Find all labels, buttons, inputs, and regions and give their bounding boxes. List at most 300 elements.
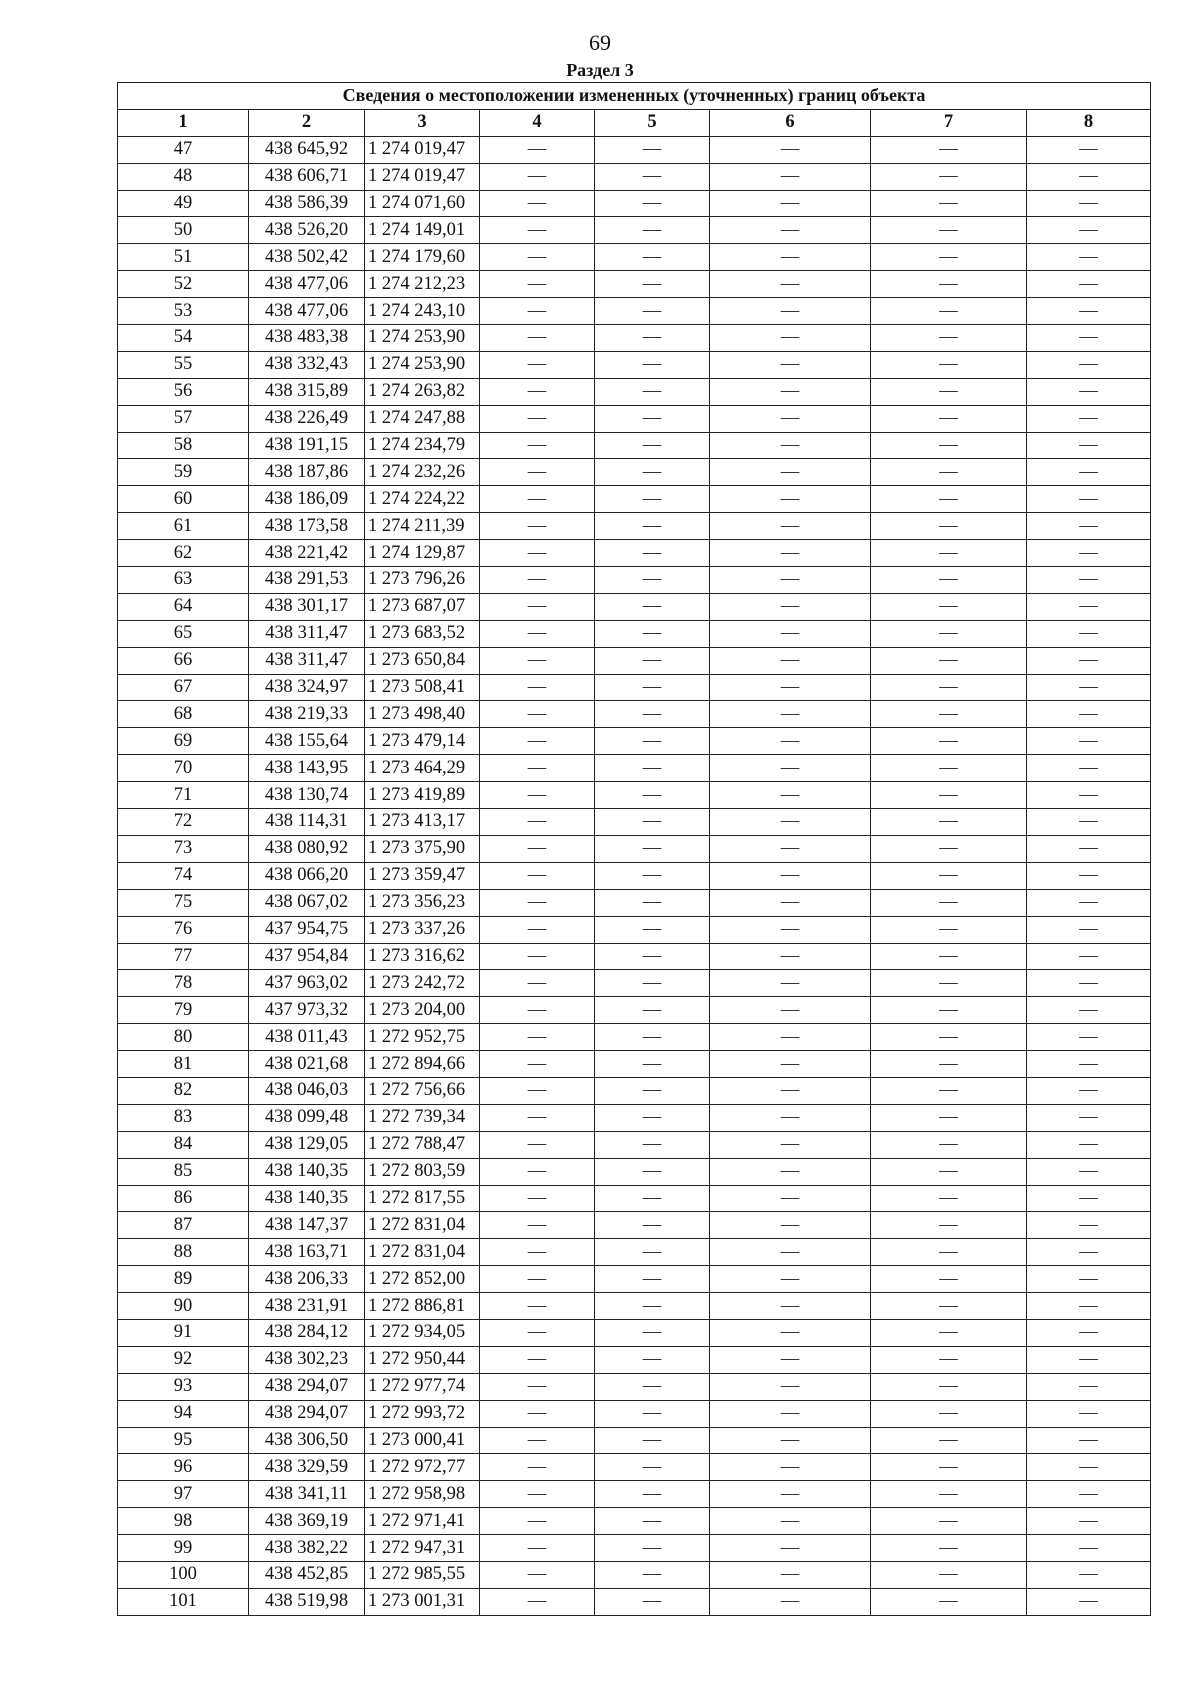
x-coordinate-cell: 438 219,33 (249, 701, 365, 728)
empty-dash-cell: — (871, 593, 1027, 620)
point-number-cell: 82 (118, 1077, 249, 1104)
empty-dash-cell: — (710, 1266, 871, 1293)
column-header-1: 1 (118, 109, 249, 136)
empty-dash-cell: — (480, 1427, 595, 1454)
point-number-cell: 100 (118, 1561, 249, 1588)
empty-dash-cell: — (871, 1319, 1027, 1346)
y-coordinate-cell: 1 272 985,55 (365, 1561, 480, 1588)
empty-dash-cell: — (595, 593, 710, 620)
table-row (118, 1077, 1151, 1104)
empty-dash-cell: — (710, 701, 871, 728)
empty-dash-cell: — (710, 1588, 871, 1615)
x-coordinate-cell: 438 067,02 (249, 889, 365, 916)
x-coordinate-cell: 438 526,20 (249, 217, 365, 244)
empty-dash-cell: — (480, 190, 595, 217)
x-coordinate-cell: 438 606,71 (249, 163, 365, 190)
table-row (118, 567, 1151, 594)
x-coordinate-cell: 438 341,11 (249, 1481, 365, 1508)
empty-dash-cell: — (595, 567, 710, 594)
empty-dash-cell: — (1027, 190, 1151, 217)
empty-dash-cell: — (710, 916, 871, 943)
empty-dash-cell: — (480, 567, 595, 594)
empty-dash-cell: — (1027, 1427, 1151, 1454)
point-number-cell: 99 (118, 1535, 249, 1562)
table-row (118, 1319, 1151, 1346)
x-coordinate-cell: 438 046,03 (249, 1077, 365, 1104)
column-header-6: 6 (710, 109, 871, 136)
y-coordinate-cell: 1 272 958,98 (365, 1481, 480, 1508)
empty-dash-cell: — (710, 432, 871, 459)
table-row (118, 432, 1151, 459)
empty-dash-cell: — (710, 1212, 871, 1239)
table-row (118, 674, 1151, 701)
empty-dash-cell: — (1027, 782, 1151, 809)
y-coordinate-cell: 1 274 149,01 (365, 217, 480, 244)
empty-dash-cell: — (480, 1400, 595, 1427)
table-row (118, 916, 1151, 943)
empty-dash-cell: — (710, 755, 871, 782)
empty-dash-cell: — (1027, 1454, 1151, 1481)
empty-dash-cell: — (1027, 1104, 1151, 1131)
empty-dash-cell: — (710, 217, 871, 244)
y-coordinate-cell: 1 273 650,84 (365, 647, 480, 674)
empty-dash-cell: — (595, 217, 710, 244)
empty-dash-cell: — (871, 136, 1027, 163)
empty-dash-cell: — (595, 970, 710, 997)
empty-dash-cell: — (710, 782, 871, 809)
column-header-5: 5 (595, 109, 710, 136)
y-coordinate-cell: 1 274 211,39 (365, 513, 480, 540)
table-row (118, 351, 1151, 378)
empty-dash-cell: — (480, 540, 595, 567)
empty-dash-cell: — (871, 298, 1027, 325)
y-coordinate-cell: 1 273 687,07 (365, 593, 480, 620)
x-coordinate-cell: 438 645,92 (249, 136, 365, 163)
empty-dash-cell: — (595, 916, 710, 943)
y-coordinate-cell: 1 274 019,47 (365, 136, 480, 163)
empty-dash-cell: — (871, 997, 1027, 1024)
empty-dash-cell: — (595, 298, 710, 325)
empty-dash-cell: — (871, 244, 1027, 271)
table-row (118, 835, 1151, 862)
table-row (118, 809, 1151, 836)
y-coordinate-cell: 1 273 316,62 (365, 943, 480, 970)
point-number-cell: 89 (118, 1266, 249, 1293)
empty-dash-cell: — (480, 1454, 595, 1481)
empty-dash-cell: — (1027, 271, 1151, 298)
x-coordinate-cell: 438 302,23 (249, 1346, 365, 1373)
empty-dash-cell: — (480, 1185, 595, 1212)
point-number-cell: 51 (118, 244, 249, 271)
table-row (118, 1266, 1151, 1293)
empty-dash-cell: — (871, 1077, 1027, 1104)
empty-dash-cell: — (871, 620, 1027, 647)
empty-dash-cell: — (595, 1266, 710, 1293)
table-row (118, 1454, 1151, 1481)
x-coordinate-cell: 438 311,47 (249, 620, 365, 647)
empty-dash-cell: — (480, 486, 595, 513)
empty-dash-cell: — (871, 1212, 1027, 1239)
empty-dash-cell: — (871, 728, 1027, 755)
empty-dash-cell: — (595, 1024, 710, 1051)
empty-dash-cell: — (710, 486, 871, 513)
empty-dash-cell: — (595, 647, 710, 674)
empty-dash-cell: — (480, 378, 595, 405)
empty-dash-cell: — (480, 298, 595, 325)
empty-dash-cell: — (1027, 943, 1151, 970)
table-row (118, 1481, 1151, 1508)
empty-dash-cell: — (595, 1508, 710, 1535)
x-coordinate-cell: 438 011,43 (249, 1024, 365, 1051)
empty-dash-cell: — (710, 298, 871, 325)
table-row (118, 728, 1151, 755)
empty-dash-cell: — (1027, 674, 1151, 701)
y-coordinate-cell: 1 274 243,10 (365, 298, 480, 325)
empty-dash-cell: — (480, 943, 595, 970)
y-coordinate-cell: 1 273 419,89 (365, 782, 480, 809)
empty-dash-cell: — (595, 513, 710, 540)
empty-dash-cell: — (710, 1077, 871, 1104)
empty-dash-cell: — (480, 593, 595, 620)
empty-dash-cell: — (595, 1319, 710, 1346)
empty-dash-cell: — (480, 889, 595, 916)
empty-dash-cell: — (710, 351, 871, 378)
y-coordinate-cell: 1 273 242,72 (365, 970, 480, 997)
y-coordinate-cell: 1 272 788,47 (365, 1131, 480, 1158)
y-coordinate-cell: 1 272 739,34 (365, 1104, 480, 1131)
empty-dash-cell: — (871, 889, 1027, 916)
x-coordinate-cell: 437 963,02 (249, 970, 365, 997)
x-coordinate-cell: 438 301,17 (249, 593, 365, 620)
empty-dash-cell: — (480, 674, 595, 701)
y-coordinate-cell: 1 272 852,00 (365, 1266, 480, 1293)
empty-dash-cell: — (1027, 1158, 1151, 1185)
empty-dash-cell: — (1027, 136, 1151, 163)
empty-dash-cell: — (1027, 835, 1151, 862)
empty-dash-cell: — (710, 190, 871, 217)
point-number-cell: 47 (118, 136, 249, 163)
empty-dash-cell: — (1027, 244, 1151, 271)
empty-dash-cell: — (871, 1293, 1027, 1320)
point-number-cell: 48 (118, 163, 249, 190)
empty-dash-cell: — (871, 1481, 1027, 1508)
empty-dash-cell: — (595, 244, 710, 271)
empty-dash-cell: — (710, 567, 871, 594)
table-caption-row (118, 83, 1151, 110)
coordinates-table (117, 82, 1151, 1616)
table-row (118, 889, 1151, 916)
empty-dash-cell: — (595, 728, 710, 755)
point-number-cell: 77 (118, 943, 249, 970)
empty-dash-cell: — (1027, 728, 1151, 755)
empty-dash-cell: — (710, 1535, 871, 1562)
empty-dash-cell: — (595, 755, 710, 782)
table-row (118, 190, 1151, 217)
empty-dash-cell: — (710, 1454, 871, 1481)
point-number-cell: 76 (118, 916, 249, 943)
empty-dash-cell: — (710, 513, 871, 540)
x-coordinate-cell: 438 130,74 (249, 782, 365, 809)
x-coordinate-cell: 438 294,07 (249, 1373, 365, 1400)
empty-dash-cell: — (595, 1373, 710, 1400)
table-row (118, 970, 1151, 997)
empty-dash-cell: — (1027, 1319, 1151, 1346)
empty-dash-cell: — (710, 970, 871, 997)
empty-dash-cell: — (595, 540, 710, 567)
empty-dash-cell: — (710, 405, 871, 432)
empty-dash-cell: — (710, 862, 871, 889)
empty-dash-cell: — (871, 647, 1027, 674)
empty-dash-cell: — (871, 378, 1027, 405)
table-row (118, 1588, 1151, 1615)
point-number-cell: 88 (118, 1239, 249, 1266)
x-coordinate-cell: 438 021,68 (249, 1051, 365, 1078)
empty-dash-cell: — (1027, 620, 1151, 647)
empty-dash-cell: — (480, 513, 595, 540)
point-number-cell: 97 (118, 1481, 249, 1508)
empty-dash-cell: — (595, 1561, 710, 1588)
empty-dash-cell: — (595, 862, 710, 889)
empty-dash-cell: — (1027, 567, 1151, 594)
empty-dash-cell: — (1027, 647, 1151, 674)
empty-dash-cell: — (595, 163, 710, 190)
empty-dash-cell: — (595, 1427, 710, 1454)
y-coordinate-cell: 1 273 001,31 (365, 1588, 480, 1615)
empty-dash-cell: — (595, 190, 710, 217)
point-number-cell: 93 (118, 1373, 249, 1400)
point-number-cell: 92 (118, 1346, 249, 1373)
point-number-cell: 66 (118, 647, 249, 674)
y-coordinate-cell: 1 273 464,29 (365, 755, 480, 782)
empty-dash-cell: — (710, 889, 871, 916)
table-row (118, 1158, 1151, 1185)
empty-dash-cell: — (1027, 916, 1151, 943)
x-coordinate-cell: 438 140,35 (249, 1158, 365, 1185)
x-coordinate-cell: 438 129,05 (249, 1131, 365, 1158)
x-coordinate-cell: 438 206,33 (249, 1266, 365, 1293)
empty-dash-cell: — (710, 1373, 871, 1400)
empty-dash-cell: — (710, 728, 871, 755)
empty-dash-cell: — (710, 809, 871, 836)
table-row (118, 862, 1151, 889)
empty-dash-cell: — (871, 567, 1027, 594)
table-row (118, 755, 1151, 782)
column-header-3: 3 (365, 109, 480, 136)
empty-dash-cell: — (871, 1535, 1027, 1562)
empty-dash-cell: — (871, 1158, 1027, 1185)
point-number-cell: 79 (118, 997, 249, 1024)
empty-dash-cell: — (480, 217, 595, 244)
y-coordinate-cell: 1 273 796,26 (365, 567, 480, 594)
empty-dash-cell: — (871, 1266, 1027, 1293)
y-coordinate-cell: 1 274 232,26 (365, 459, 480, 486)
point-number-cell: 52 (118, 271, 249, 298)
point-number-cell: 67 (118, 674, 249, 701)
empty-dash-cell: — (595, 1131, 710, 1158)
empty-dash-cell: — (480, 647, 595, 674)
empty-dash-cell: — (595, 1481, 710, 1508)
y-coordinate-cell: 1 274 247,88 (365, 405, 480, 432)
empty-dash-cell: — (595, 1104, 710, 1131)
table-row (118, 701, 1151, 728)
table-row (118, 1024, 1151, 1051)
point-number-cell: 68 (118, 701, 249, 728)
x-coordinate-cell: 438 477,06 (249, 298, 365, 325)
table-caption: Сведения о местоположении измененных (уточненных) границ объекта (118, 83, 1151, 110)
empty-dash-cell: — (1027, 1508, 1151, 1535)
empty-dash-cell: — (710, 540, 871, 567)
empty-dash-cell: — (1027, 1239, 1151, 1266)
point-number-cell: 55 (118, 351, 249, 378)
point-number-cell: 56 (118, 378, 249, 405)
empty-dash-cell: — (595, 1293, 710, 1320)
empty-dash-cell: — (871, 835, 1027, 862)
x-coordinate-cell: 438 382,22 (249, 1535, 365, 1562)
empty-dash-cell: — (710, 997, 871, 1024)
empty-dash-cell: — (480, 701, 595, 728)
empty-dash-cell: — (595, 1454, 710, 1481)
table-row (118, 1561, 1151, 1588)
empty-dash-cell: — (480, 1051, 595, 1078)
empty-dash-cell: — (480, 325, 595, 352)
empty-dash-cell: — (1027, 378, 1151, 405)
empty-dash-cell: — (1027, 217, 1151, 244)
table-row (118, 1293, 1151, 1320)
empty-dash-cell: — (710, 647, 871, 674)
empty-dash-cell: — (1027, 298, 1151, 325)
empty-dash-cell: — (710, 1131, 871, 1158)
y-coordinate-cell: 1 274 224,22 (365, 486, 480, 513)
y-coordinate-cell: 1 273 204,00 (365, 997, 480, 1024)
empty-dash-cell: — (595, 1239, 710, 1266)
empty-dash-cell: — (480, 1077, 595, 1104)
table-row (118, 1185, 1151, 1212)
point-number-cell: 61 (118, 513, 249, 540)
x-coordinate-cell: 438 143,95 (249, 755, 365, 782)
empty-dash-cell: — (871, 862, 1027, 889)
table-row (118, 1104, 1151, 1131)
x-coordinate-cell: 438 187,86 (249, 459, 365, 486)
point-number-cell: 85 (118, 1158, 249, 1185)
empty-dash-cell: — (595, 432, 710, 459)
y-coordinate-cell: 1 273 498,40 (365, 701, 480, 728)
empty-dash-cell: — (871, 432, 1027, 459)
x-coordinate-cell: 438 155,64 (249, 728, 365, 755)
empty-dash-cell: — (871, 916, 1027, 943)
empty-dash-cell: — (1027, 593, 1151, 620)
y-coordinate-cell: 1 273 508,41 (365, 674, 480, 701)
empty-dash-cell: — (480, 351, 595, 378)
empty-dash-cell: — (871, 540, 1027, 567)
empty-dash-cell: — (871, 271, 1027, 298)
y-coordinate-cell: 1 273 356,23 (365, 889, 480, 916)
x-coordinate-cell: 438 324,97 (249, 674, 365, 701)
empty-dash-cell: — (480, 1024, 595, 1051)
empty-dash-cell: — (480, 1212, 595, 1239)
point-number-cell: 49 (118, 190, 249, 217)
table-row (118, 1051, 1151, 1078)
empty-dash-cell: — (871, 1104, 1027, 1131)
empty-dash-cell: — (595, 1588, 710, 1615)
y-coordinate-cell: 1 274 212,23 (365, 271, 480, 298)
empty-dash-cell: — (871, 325, 1027, 352)
empty-dash-cell: — (480, 1346, 595, 1373)
point-number-cell: 69 (118, 728, 249, 755)
empty-dash-cell: — (871, 1239, 1027, 1266)
table-row (118, 298, 1151, 325)
empty-dash-cell: — (595, 271, 710, 298)
table-row (118, 1346, 1151, 1373)
x-coordinate-cell: 438 586,39 (249, 190, 365, 217)
table-row (118, 620, 1151, 647)
y-coordinate-cell: 1 273 683,52 (365, 620, 480, 647)
empty-dash-cell: — (710, 835, 871, 862)
x-coordinate-cell: 438 306,50 (249, 1427, 365, 1454)
x-coordinate-cell: 438 099,48 (249, 1104, 365, 1131)
empty-dash-cell: — (1027, 1212, 1151, 1239)
section-title: Раздел 3 (566, 60, 634, 80)
page-number: 69 (589, 30, 611, 55)
empty-dash-cell: — (710, 1158, 871, 1185)
point-number-cell: 80 (118, 1024, 249, 1051)
point-number-cell: 78 (118, 970, 249, 997)
empty-dash-cell: — (871, 1373, 1027, 1400)
empty-dash-cell: — (1027, 1561, 1151, 1588)
point-number-cell: 101 (118, 1588, 249, 1615)
empty-dash-cell: — (1027, 1024, 1151, 1051)
empty-dash-cell: — (710, 1508, 871, 1535)
empty-dash-cell: — (710, 378, 871, 405)
empty-dash-cell: — (710, 325, 871, 352)
y-coordinate-cell: 1 272 831,04 (365, 1239, 480, 1266)
empty-dash-cell: — (1027, 701, 1151, 728)
empty-dash-cell: — (710, 674, 871, 701)
empty-dash-cell: — (1027, 1373, 1151, 1400)
empty-dash-cell: — (871, 1561, 1027, 1588)
table-row (118, 943, 1151, 970)
empty-dash-cell: — (480, 459, 595, 486)
x-coordinate-cell: 438 315,89 (249, 378, 365, 405)
empty-dash-cell: — (480, 1158, 595, 1185)
table-row (118, 217, 1151, 244)
empty-dash-cell: — (1027, 540, 1151, 567)
empty-dash-cell: — (595, 486, 710, 513)
y-coordinate-cell: 1 274 263,82 (365, 378, 480, 405)
empty-dash-cell: — (1027, 1588, 1151, 1615)
empty-dash-cell: — (595, 1185, 710, 1212)
x-coordinate-cell: 438 329,59 (249, 1454, 365, 1481)
point-number-cell: 86 (118, 1185, 249, 1212)
column-header-4: 4 (480, 109, 595, 136)
x-coordinate-cell: 438 477,06 (249, 271, 365, 298)
point-number-cell: 50 (118, 217, 249, 244)
point-number-cell: 75 (118, 889, 249, 916)
empty-dash-cell: — (1027, 1535, 1151, 1562)
x-coordinate-cell: 437 954,75 (249, 916, 365, 943)
empty-dash-cell: — (871, 1454, 1027, 1481)
empty-dash-cell: — (480, 136, 595, 163)
empty-dash-cell: — (1027, 1293, 1151, 1320)
table-row (118, 244, 1151, 271)
empty-dash-cell: — (595, 325, 710, 352)
empty-dash-cell: — (480, 1293, 595, 1320)
x-coordinate-cell: 438 186,09 (249, 486, 365, 513)
column-header-row (118, 109, 1151, 136)
y-coordinate-cell: 1 272 934,05 (365, 1319, 480, 1346)
empty-dash-cell: — (595, 1077, 710, 1104)
x-coordinate-cell: 438 231,91 (249, 1293, 365, 1320)
empty-dash-cell: — (480, 1508, 595, 1535)
